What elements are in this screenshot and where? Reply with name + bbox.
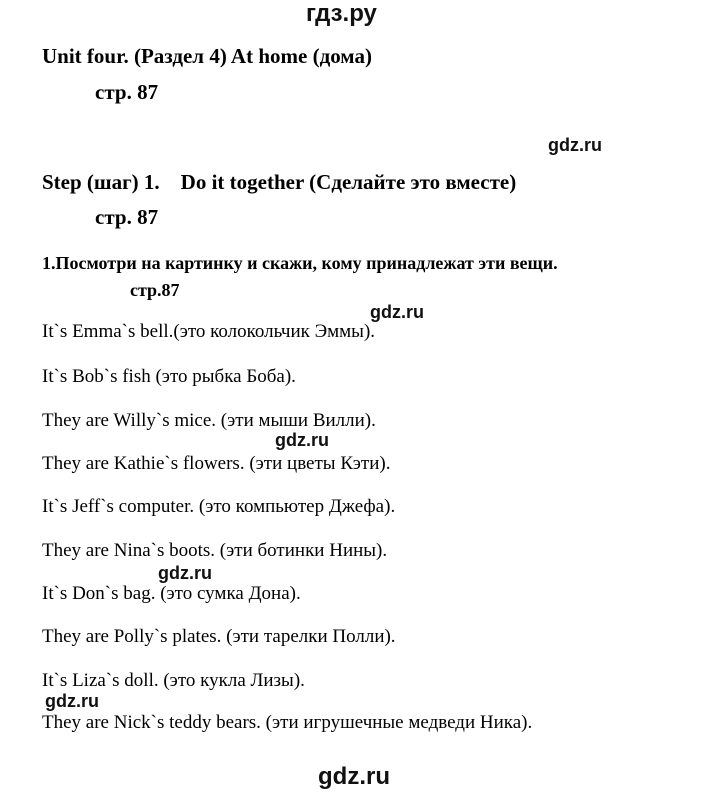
watermark-5: gdz.ru [45, 691, 99, 711]
answer-line: They are Nick`s teddy bears. (эти игрушечные медведи Ника). [42, 712, 533, 733]
watermark-3: gdz.ru [275, 430, 329, 450]
answer-line: It`s Don`s bag. (это сумка Дона). [42, 583, 301, 604]
watermark-2: gdz.ru [370, 302, 424, 322]
task-instruction: 1.Посмотри на картинку и скажи, кому принадлежат эти вещи. [42, 253, 558, 273]
unit-page: стр. 87 [95, 80, 159, 104]
step-page: стр. 87 [95, 205, 159, 229]
answer-line: It`s Liza`s doll. (это кукла Лизы). [42, 670, 305, 691]
answer-line: They are Nina`s boots. (эти ботинки Нины). [42, 540, 388, 561]
answer-line: It`s Bob`s fish (это рыбка Боба). [42, 366, 296, 387]
watermark-bottom: gdz.ru [318, 763, 390, 790]
task-page: стр.87 [130, 280, 180, 300]
unit-title: Unit four. (Раздел 4) At home (дома) [42, 44, 372, 68]
watermark-4: gdz.ru [158, 563, 212, 583]
answer-line: They are Willy`s mice. (эти мыши Вилли). [42, 410, 376, 431]
step-title: Step (шаг) 1. Do it together (Сделайте это вместе) [42, 170, 517, 194]
watermark-1: gdz.ru [548, 135, 602, 155]
answer-line: It`s Emma`s bell.(это колокольчик Эммы). [42, 321, 376, 342]
answer-line: It`s Jeff`s computer. (это компьютер Джефа). [42, 496, 396, 517]
answer-line: They are Kathie`s flowers. (эти цветы Кэти). [42, 453, 391, 474]
answer-line: They are Polly`s plates. (эти тарелки Полли). [42, 626, 396, 647]
watermark-top: гдз.ру [306, 0, 377, 27]
